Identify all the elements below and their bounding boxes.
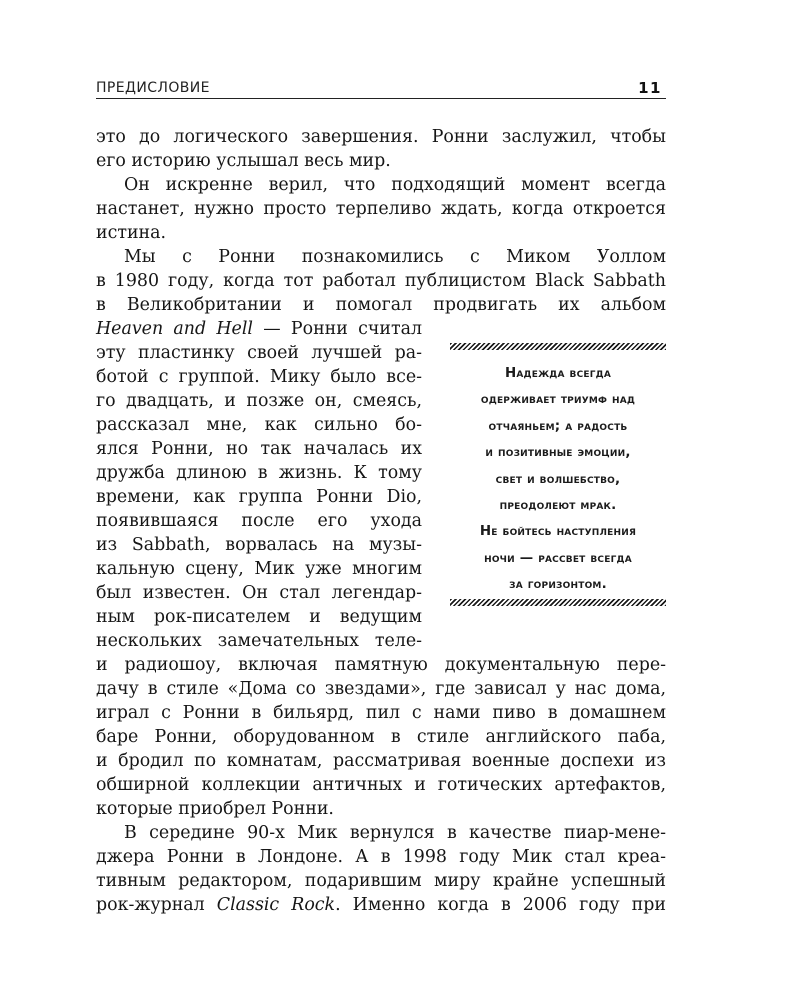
text-line: кальную сцену, Мик уже многим: [96, 559, 422, 579]
text-fragment: . Именно когда в 2006 году при: [335, 895, 666, 915]
text-line: играл с Ронни в бильярд, пил с нами пиво в домашнем: [96, 703, 666, 723]
text-line: дружба длиною в жизнь. К тому: [96, 463, 422, 483]
text-line: В середине 90-х Мик вернулся в качестве пиар-мене-: [124, 823, 666, 843]
pull-quote-line: одерживает триумф над: [480, 392, 636, 408]
pull-quote-line: Надежда всегда: [504, 366, 612, 381]
page-number: 11: [638, 79, 662, 97]
album-title: Heaven and Hell: [96, 319, 253, 339]
text-line: это до логического завершения. Ронни заслужил, чтобы: [96, 127, 666, 147]
text-line: появившаяся после его ухода: [96, 511, 422, 531]
page-header: [96, 80, 666, 98]
pull-quote-line: и позитивные эмоции,: [485, 445, 631, 461]
pull-quote-text: [450, 361, 666, 599]
pull-quote-line: Не бойтесь наступления: [479, 524, 637, 540]
magazine-title: Classic Rock: [216, 895, 336, 915]
text-line: был известен. Он стал легендар-: [96, 583, 422, 603]
text-line: [96, 317, 422, 341]
text-line: и радиошоу, включая памятную документальную пере-: [96, 655, 666, 675]
text-line: истина.: [96, 223, 167, 243]
header-rule: [96, 98, 666, 99]
text-line: обширной коллекции античных и готических артефактов,: [96, 775, 666, 795]
text-fragment: рок-журнал: [96, 895, 205, 915]
text-line: баре Ронни, оборудованном в стиле английского паба,: [96, 727, 666, 747]
text-line: нескольких замечательных теле-: [96, 631, 422, 651]
pull-quote-line: за горизонтом.: [509, 577, 607, 593]
text-line: в 1980 году, когда тот работал публицистом Black Sabbath: [96, 271, 666, 291]
text-line: [96, 893, 666, 917]
pull-quote-line: преодолеют мрак.: [499, 498, 617, 514]
pull-quote-line: отчаяньем; а радость: [488, 418, 628, 434]
zigzag-rule-bottom: [450, 599, 666, 606]
text-line: Он искренне верил, что подходящий момент всегда: [124, 175, 666, 195]
text-line: из Sabbath, ворвалась на музы-: [96, 535, 422, 555]
pull-quote-line: свет и волшебство,: [495, 471, 621, 487]
text-line: дачу в стиле «Дома со звездами», где зависал у нас дома,: [96, 679, 666, 699]
text-line: настанет, нужно просто терпеливо ждать, когда откроется: [96, 199, 666, 219]
pull-quote: [450, 343, 666, 605]
text-line: рассказал мне, как сильно бо-: [96, 415, 422, 435]
text-line: ным рок-писателем и ведущим: [96, 607, 422, 627]
text-line: эту пластинку своей лучшей ра-: [96, 343, 422, 363]
text-line: которые приобрел Ронни.: [96, 799, 334, 819]
text-line: в Великобритании и помогал продвигать их альбом: [96, 295, 666, 315]
text-line: го двадцать, и позже он, смеясь,: [96, 391, 422, 411]
running-head: ПРЕДИСЛОВИЕ: [96, 80, 210, 96]
text-fragment: — Ронни считал: [263, 319, 422, 339]
zigzag-rule-top: [450, 343, 666, 350]
text-line: ботой с группой. Мику было все-: [96, 367, 422, 387]
text-line: ялся Ронни, но так началась их: [96, 439, 422, 459]
text-line: тивным редактором, подарившим миру крайне успешный: [96, 871, 666, 891]
text-line: его историю услышал весь мир.: [96, 151, 391, 171]
text-line: времени, как группа Ронни Dio,: [96, 487, 422, 507]
text-line: Мы с Ронни познакомились с Миком Уоллом: [124, 247, 666, 267]
text-line: джера Ронни в Лондоне. А в 1998 году Мик стал креа-: [96, 847, 666, 867]
pull-quote-line: ночи — рассвет всегда: [484, 550, 632, 566]
text-line: и бродил по комнатам, рассматривая военные доспехи из: [96, 751, 666, 771]
